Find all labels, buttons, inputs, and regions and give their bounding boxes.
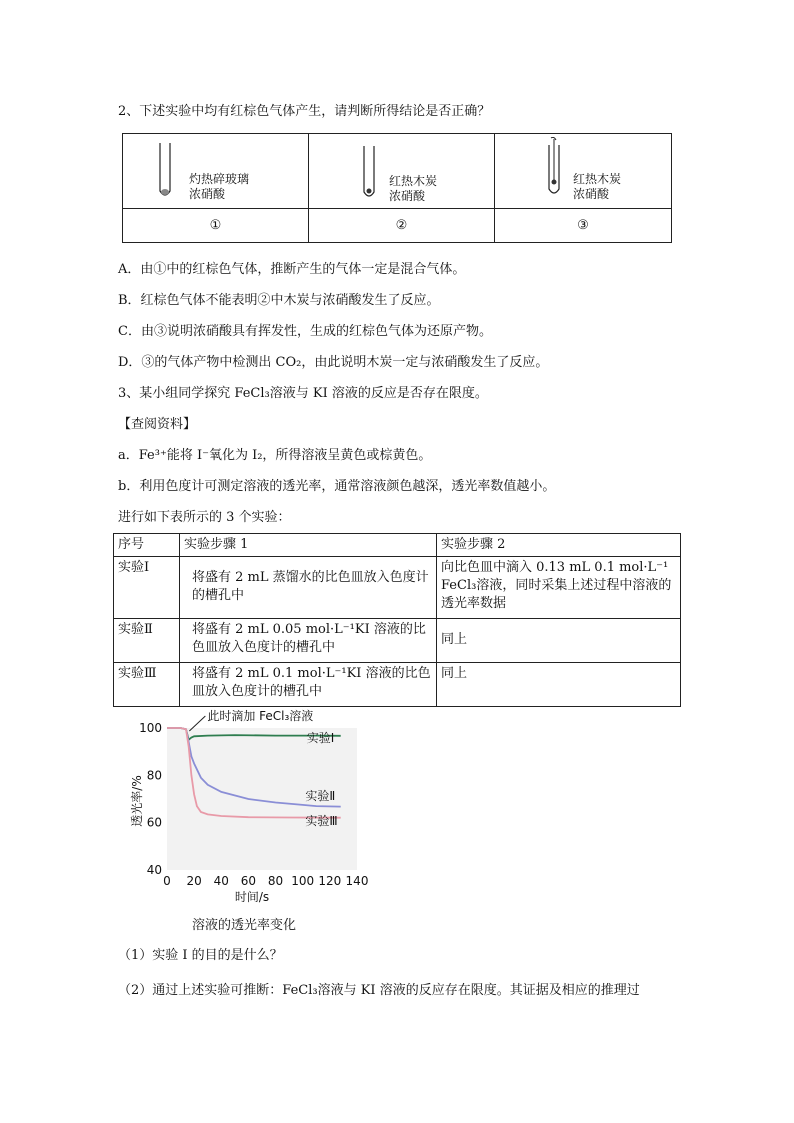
- annotation-label: 此时滴加 FeCl₃溶液: [207, 709, 314, 723]
- test-tube-icon: [543, 137, 565, 201]
- apparatus-number-2: ②: [309, 209, 495, 243]
- apparatus-2-label1: 红热木炭: [389, 174, 438, 188]
- table-intro: 进行如下表所示的 3 个实验：: [118, 510, 291, 525]
- option-d: D．③的气体产物中检测出 CO₂，由此说明木炭一定与浓硝酸发生了反应。: [118, 355, 549, 370]
- x-tick-label: 60: [240, 874, 257, 888]
- apparatus-table: [122, 133, 672, 243]
- apparatus-3-label1: 红热木炭: [573, 172, 622, 186]
- x-tick-label: 40: [213, 874, 229, 888]
- y-tick-label: 100: [139, 721, 162, 735]
- series-label: 实验Ⅲ: [305, 814, 338, 829]
- test-tube-icon: [359, 144, 379, 204]
- table-row: [114, 557, 681, 619]
- y-axis-label: 透光率/%: [130, 775, 144, 827]
- series-label: 实验Ⅱ: [305, 789, 336, 804]
- transmittance-chart: [120, 703, 390, 918]
- table-cell: 将盛有 2 mL 蒸馏水的比色皿放入色度计的槽孔中: [180, 557, 437, 619]
- x-tick-label: 80: [267, 874, 284, 888]
- apparatus-number-1: ①: [123, 209, 309, 243]
- reference-b: b．利用色度计可测定溶液的透光率，通常溶液颜色越深，透光率数值越小。: [118, 479, 556, 494]
- q3-title: 3、某小组同学探究 FeCl₃溶液与 KI 溶液的反应是否存在限度。: [118, 386, 488, 401]
- apparatus-number-3: ③: [495, 209, 672, 243]
- reference-heading: 【查阅资料】: [118, 417, 197, 432]
- apparatus-cell-2: [309, 134, 495, 209]
- table-header-row: [114, 534, 681, 557]
- apparatus-cell-3: [495, 134, 672, 209]
- apparatus-1-label1: 灼热碎玻璃: [189, 172, 250, 186]
- y-tick-label: 80: [146, 768, 162, 783]
- sub-question-1: （1）实验 I 的目的是什么？: [118, 948, 283, 963]
- apparatus-cell-1: [123, 134, 309, 209]
- table-cell: 向比色皿中滴入 0.13 mL 0.1 mol·L⁻¹ FeCl₃溶液，同时采集上述过程中溶液的透光率数据: [437, 557, 681, 619]
- table-cell: 同上: [437, 619, 681, 663]
- apparatus-3-label2: 浓硝酸: [573, 187, 610, 201]
- table-cell: 实验Ⅰ: [114, 557, 180, 619]
- reference-a: a．Fe³⁺能将 I⁻氧化为 I₂，所得溶液呈黄色或棕黄色。: [118, 448, 432, 463]
- table-header: 实验步骤 1: [180, 534, 437, 557]
- sub-question-2: （2）通过上述实验可推断：FeCl₃溶液与 KI 溶液的反应存在限度。其证据及相应的推理过: [118, 983, 640, 998]
- table-cell: 同上: [437, 663, 681, 707]
- table-cell: 将盛有 2 mL 0.05 mol·L⁻¹KI 溶液的比色皿放入色度计的槽孔中: [180, 619, 437, 663]
- apparatus-2-label2: 浓硝酸: [389, 189, 426, 203]
- table-row: [114, 619, 681, 663]
- table-header: 实验步骤 2: [437, 534, 681, 557]
- chart-caption: 溶液的透光率变化: [192, 918, 297, 933]
- option-a: A．由①中的红棕色气体，推断产生的气体一定是混合气体。: [118, 262, 466, 277]
- x-tick-label: 140: [345, 874, 369, 888]
- x-axis-label: 时间/s: [234, 890, 270, 904]
- table-cell: 实验Ⅲ: [114, 663, 180, 707]
- table-cell: 实验Ⅱ: [114, 619, 180, 663]
- series-label: 实验Ⅰ: [306, 731, 335, 746]
- apparatus-1-label2: 浓硝酸: [189, 187, 226, 201]
- option-b: B．红棕色气体不能表明②中木炭与浓硝酸发生了反应。: [118, 293, 440, 308]
- q2-title: 2、下述实验中均有红棕色气体产生，请判断所得结论是否正确？: [118, 104, 491, 119]
- experiment-table: [113, 533, 681, 707]
- x-tick-label: 100: [291, 874, 315, 888]
- table-cell: 将盛有 2 mL 0.1 mol·L⁻¹KI 溶液的比色皿放入色度计的槽孔中: [180, 663, 437, 707]
- x-tick-label: 0: [163, 874, 171, 888]
- x-tick-label: 120: [318, 874, 342, 888]
- test-tube-icon: [155, 141, 175, 203]
- table-header: 序号: [114, 534, 180, 557]
- y-tick-label: 40: [146, 863, 162, 877]
- y-tick-label: 60: [146, 815, 162, 830]
- table-row: [114, 663, 681, 707]
- option-c: C．由③说明浓硝酸具有挥发性，生成的红棕色气体为还原产物。: [118, 324, 492, 339]
- x-tick-label: 20: [186, 874, 202, 888]
